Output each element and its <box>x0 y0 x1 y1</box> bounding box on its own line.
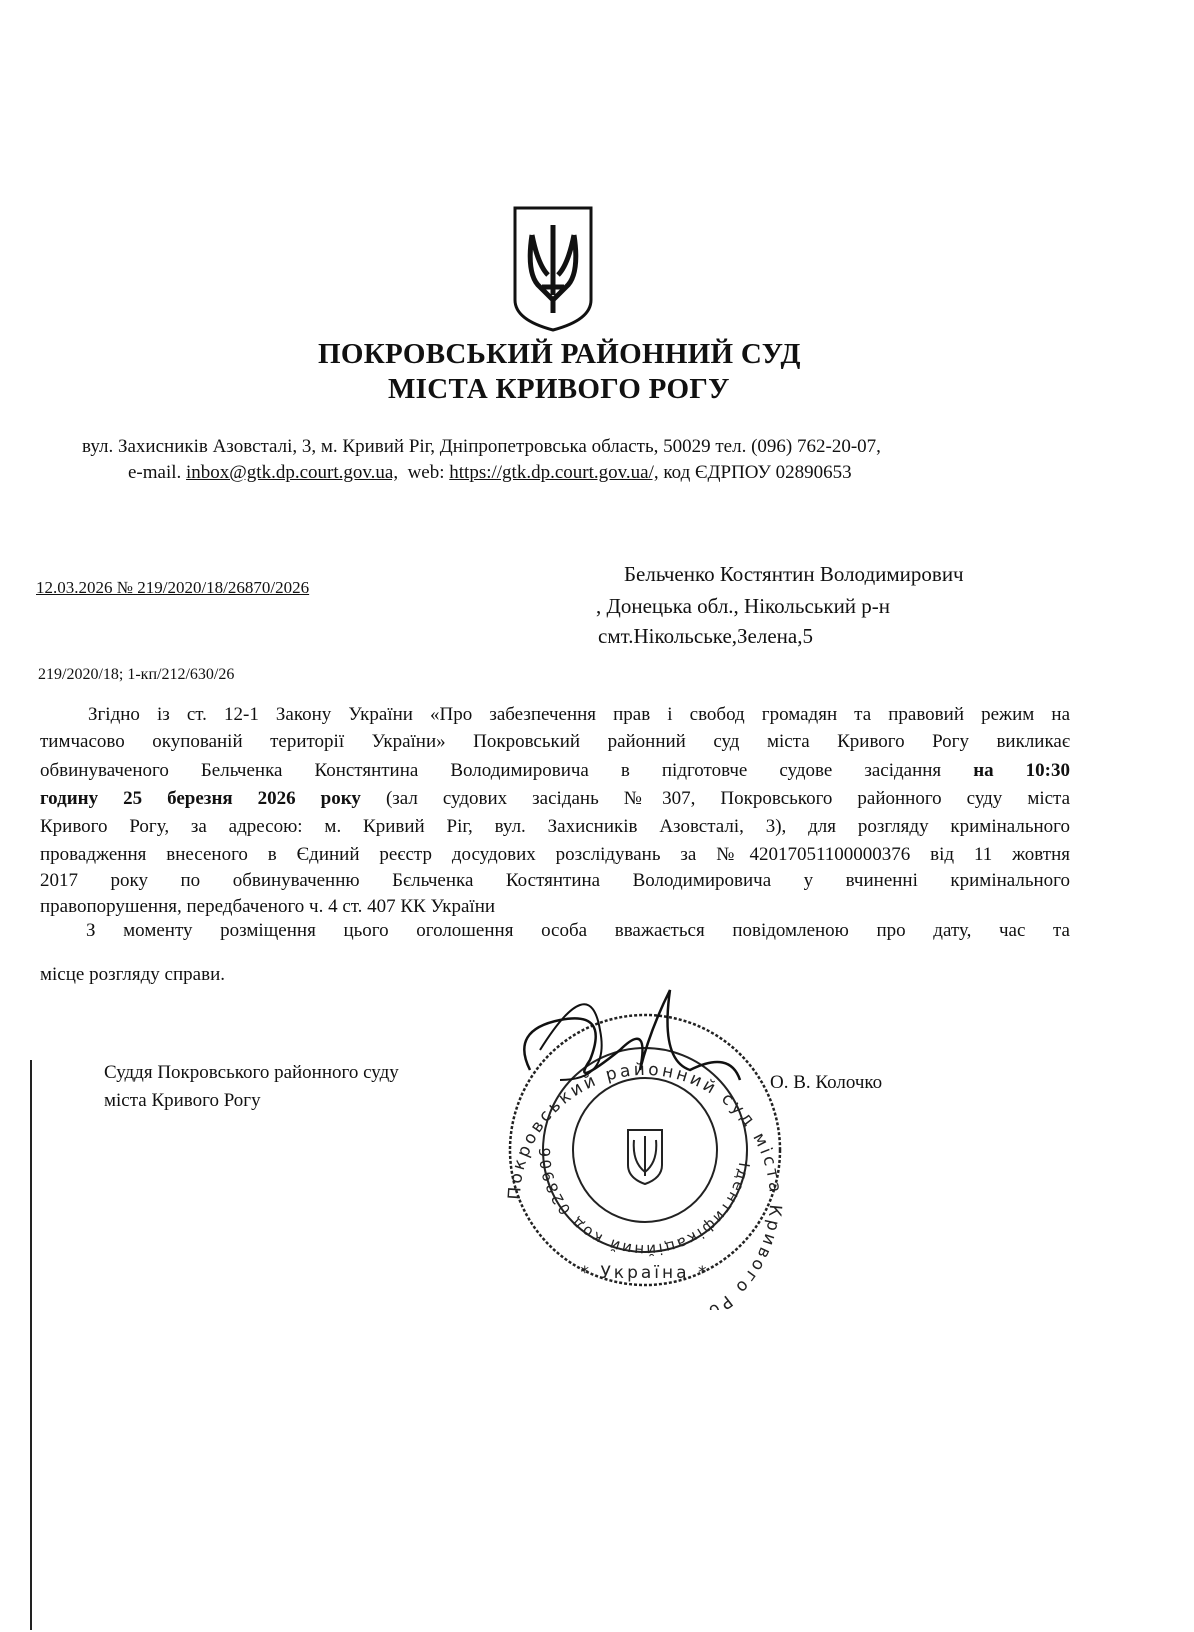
svg-text:Ідентифікаційний код 02890653: Ідентифікаційний код 028906 <box>535 1145 754 1260</box>
scan-margin-line <box>30 1060 32 1630</box>
judge-title-line2: міста Кривого Рогу <box>104 1090 261 1111</box>
body-line-1: Згідно із ст. 12-1 Закону України «Про забезпечення прав і свобод громадян та правовий режим на <box>88 704 1070 725</box>
body-line-7: 2017 року по обвинуваченню Бєльченка Костянтина Володимировича у вчиненні кримінального <box>40 870 1070 891</box>
svg-text:Покровський районний суд міста: Покровський районний суд міста Кривого Р <box>504 1059 786 1310</box>
outgoing-date-number: 12.03.2026 № 219/2020/18/26870/2026 <box>36 578 310 597</box>
case-numbers: 219/2020/18; 1-кп/212/630/26 <box>38 666 235 683</box>
body-line-9: З моменту розміщення цього оголошення особа вважається повідомленою про дату, час та <box>86 920 1070 941</box>
judge-title-line1: Суддя Покровського районного суду <box>104 1062 399 1083</box>
email-link[interactable]: inbox@gtk.dp.court.gov.ua, <box>186 462 399 483</box>
court-seal-stamp <box>500 950 790 1315</box>
body-line-5: Кривого Рогу, за адресою: м. Кривий Ріг, вул. Захисників Азовсталі, 3), для розгляду кримінального <box>40 816 1070 837</box>
body-line-4: годину 25 березня 2026 року (зал судових засідань №307, Покровського районного суду міста <box>40 788 1071 809</box>
web-link[interactable]: https://gtk.dp.court.gov.ua/, <box>449 462 659 483</box>
court-name-line1: ПОКРОВСЬКИЙ РАЙОННИЙ СУД <box>318 338 801 370</box>
body-line-8: правопорушення, передбаченого ч. 4 ст. 407 КК України <box>40 896 496 917</box>
recipient-name: Бельченко Костянтин Володимирович <box>624 562 964 586</box>
judge-name: О. В. Колочко <box>770 1072 883 1093</box>
web-label: web: <box>407 462 445 483</box>
body-line-6: провадження внесеного в Єдиний реєстр досудових розслідувань за №42017051100000376 від 11 жовтня <box>40 844 1070 865</box>
recipient-address-line1: , Донецька обл., Нікольський р-н <box>596 594 891 618</box>
svg-text:* Україна *: * Україна * <box>580 1263 710 1283</box>
coat-of-arms-trident-icon <box>512 205 594 338</box>
body-line-10: місце розгляду справи. <box>40 964 225 985</box>
recipient-address-line2: смт.Нікольське,Зелена,5 <box>598 624 813 648</box>
body-line-2: тимчасово окупованій території України» Покровський районний суд міста Кривого Рогу викликає <box>40 731 1070 752</box>
court-name-line2: МІСТА КРИВОГО РОГУ <box>388 373 730 405</box>
email-label: e-mail. <box>128 462 182 483</box>
body-line-3: обвинуваченого Бельченка Констянтина Володимировича в підготовче судове засідання на 10:30 <box>40 760 1071 781</box>
court-address: вул. Захисників Азовсталі, 3, м. Кривий Ріг, Дніпропетровська область, 50029 тел. (096) 762-20-07, <box>82 436 881 457</box>
edrpou-code: код ЄДРПОУ 02890653 <box>663 462 852 483</box>
court-contacts <box>128 462 852 484</box>
